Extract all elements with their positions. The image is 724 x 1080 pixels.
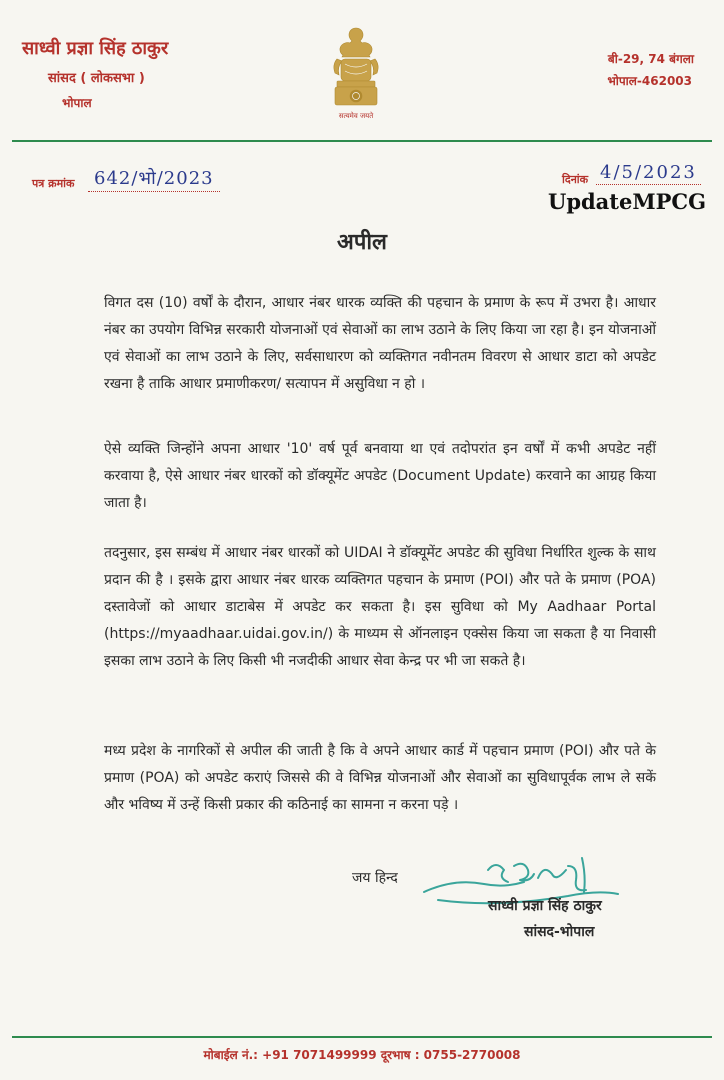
letterhead-city: भोपाल bbox=[62, 96, 92, 110]
body-paragraph-3: तदनुसार, इस सम्बंध में आधार नंबर धारकों को UIDAI ने डॉक्यूमेंट अपडेट की सुविधा निर्धारित शुल्क के साथ प्रदान की है । इसके द्वारा आधार नंबर धारक व्यक्तिगत पहचान के प्रमाण (POI) और पते के प्रमाण (POA) दस्तावेजों को आधार डाटाबेस में अपडेट कर सकता है। इस सुविधा को My Aadhaar Portal (https://myaadhaar.uidai.gov.in/) के माध्यम से ऑनलाइन एक्सेस किया जा सकता है या निवासी इसका लाभ उठाने के लिए किसी भी नजदीकी आधार सेवा केन्द्र पर भी जा सकते है। bbox=[104, 545, 656, 669]
date-label: दिनांक bbox=[562, 173, 589, 186]
footer-contact: मोबाईल नं.: +91 7071499999 दूरभाष : 0755-2770008 bbox=[203, 1048, 521, 1062]
letterhead-name: साध्वी प्रज्ञा सिंह ठाकुर bbox=[22, 38, 169, 59]
signatory-name: साध्वी प्रज्ञा सिंह ठाकुर bbox=[488, 898, 602, 914]
body-paragraph-2: ऐसे व्यक्ति जिन्होंने अपना आधार '10' वर्ष पूर्व बनवाया था एवं तदोपरांत इन वर्षों में कभी अपडेट नहीं करवाया है, ऐसे आधार नंबर धारकों को डॉक्यूमेंट अपडेट (Document Update) करवाने का आग्रह किया जाता है। bbox=[104, 441, 656, 511]
date-value: 4/5/2023 bbox=[596, 162, 701, 185]
footer-divider bbox=[12, 1036, 712, 1038]
emblem-motto: सत्यमेव जयते bbox=[338, 112, 374, 120]
signatory-post: सांसद-भोपाल bbox=[524, 924, 595, 940]
letter-heading: अपील bbox=[337, 230, 387, 255]
letterhead-post: सांसद ( लोकसभा ) bbox=[48, 71, 145, 86]
letterhead-address-line2: भोपाल-462003 bbox=[607, 74, 692, 88]
letterhead-address-line1: बी-29, 74 बंगला bbox=[607, 52, 694, 66]
body-paragraph-1: विगत दस (10) वर्षों के दौरान, आधार नंबर धारक व्यक्ति की पहचान के प्रमाण के रूप में उभरा है। आधार नंबर का उपयोग विभिन्न सरकारी योजनाओं एवं सेवाओं का लाभ उठाने के लिए किया जा रहा है। इन योजनाओं एवं सेवाओं का लाभ उठाने के लिए, सर्वसाधारण को व्यक्तिगत नवीनतम विवरण से आधार डाटा को अपडेट रखना है ताकि आधार प्रमाणीकरण/ सत्यापन में असुविधा न हो । bbox=[104, 295, 657, 392]
watermark: UpdateMPCG bbox=[548, 189, 707, 214]
national-emblem-icon bbox=[323, 22, 389, 126]
body-paragraph-4: मध्य प्रदेश के नागरिकों से अपील की जाती है कि वे अपने आधार कार्ड में पहचान प्रमाण (POI) और पते के प्रमाण (POA) को अपडेट कराएं जिससे की वे विभिन्न योजनाओं और सेवाओं का सुविधापूर्वक लाभ ले सकें और भविष्य में उन्हें किसी प्रकार की कठिनाई का सामना न करना पड़े । bbox=[104, 743, 656, 813]
reference-number: 642/भो/2023 bbox=[88, 166, 220, 192]
letterhead-divider bbox=[12, 140, 712, 142]
reference-label: पत्र क्रमांक bbox=[32, 177, 75, 190]
closing-salutation: जय हिन्द bbox=[352, 870, 398, 886]
